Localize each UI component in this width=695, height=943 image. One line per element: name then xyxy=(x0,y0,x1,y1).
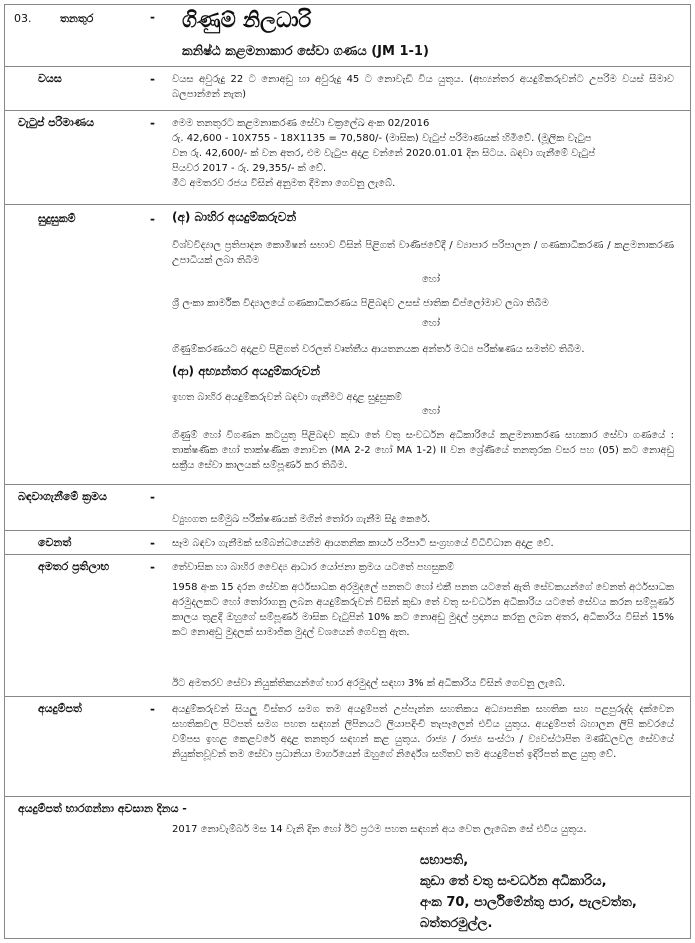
divider xyxy=(5,484,690,485)
separator-dash: - xyxy=(150,212,155,226)
application-label: අයදුම්පත් xyxy=(38,702,82,715)
divider xyxy=(5,796,690,797)
salary-line: වන රු. 42,600/- ක් වන අතර, එම වැටුප අදාළ වන්නේ 2020.01.01 දින සිටය. බඳවා ගැනීමේ වැටුප් xyxy=(172,148,596,159)
salary-label: වැටුප් පරිමාණය xyxy=(18,116,95,129)
divider xyxy=(5,66,690,67)
or-text: හෝ xyxy=(422,318,440,329)
section-number: 03. xyxy=(14,12,32,25)
separator-dash: - xyxy=(150,536,155,550)
benefits-text-2: 1958 අංක 15 දරන සේවක අර්ථසාධක අරමුදලේ පනතට හෝ එකී පනත යටතේ ඇති සේවකයන්ගේ වෙනත් අර්ථසාධක අරමුදලකට හෝ තෝරාගනු ලබන අයදුම්කරුවන් විසින් කුඩා තේ වතු සංවර්ධන අධිකාරිය යටතේ සේවය කරන සම්පූර්ණ කාලය තුළදී ඔහුගේ සම්පූර්ණ මාසික වැටුපින් 10% කට නොඅඩු මුදල් ප්‍රදානය කරනු ලබන අතර, අධිකාරිය විසින් 15% කට නොඅඩු මුදලක් සාමාජික මුදල් වශයෙන් ගෙවනු ඇත. xyxy=(172,582,674,638)
internal-qualification-1: ඉහත බාහිර අයදුම්කරුවන් බඳවා ගැනීමට අදාළ සුදුසුකම් xyxy=(172,392,402,403)
salary-line: රු. 42,600 - 10X755 - 18X1135 = 70,580/- (මාසික) වැටුප් පරිමාණයක් හිමිවේ. (මූලික වැටුප xyxy=(172,133,592,144)
separator-dash: - xyxy=(150,702,155,716)
or-text: හෝ xyxy=(422,406,440,417)
separator-dash: - xyxy=(150,560,155,574)
closing-date-label: අයදුම්පත් භාරගන්නා අවසාන දිනය - xyxy=(18,802,187,815)
recruitment-text: ව්‍යුහගත සම්මුඛ පරීක්ෂණයක් මගින් තෝරා ගැනීම සිදු කෙරේ. xyxy=(172,514,431,525)
divider xyxy=(5,530,690,531)
signature-organization: කුඩා තේ වතු සංවර්ධන අධිකාරිය, xyxy=(420,874,607,889)
signature-block xyxy=(420,850,637,934)
benefits-text-3: ඊට අමතරව සේවා නියුක්තිකයන්ගේ භාර අරමුදල් සඳහා 3% ක් අධිකාරිය විසින් ගෙවනු ලැබේ. xyxy=(172,678,566,689)
benefits-text-1: තේවාසික හා බාහිර වෛද්‍ය ආධාර යෝජනා ක්‍රමය යටතේ පහසුකම් xyxy=(172,562,454,573)
divider xyxy=(5,110,690,111)
divider xyxy=(5,696,690,697)
application-text: අයදුම්කරුවන් සියලු විස්තර සමග තම අයදුම්පත් උප්පැන්න සහතිකය අධ්‍යාපනික සහතික සහ පළපුරුද්ද දක්වෙන සහතිකවල පිටපත් සමග පහත සඳහන් ලිපිනයට ලියාපදිංචි තැපෑලෙන් එවිය යුතුය. අයදුම්පත් බහාලන ලිපි කවරයේ වම්පස ඉහළ කෙළවරේ අදාළ තනතුර සඳහන් කළ යුතුය. රාජ්‍ය / රාජ්‍ය සංස්ථා / ව්‍යවස්ථාපිත මණ්ඩලවල සේවයේ නියුක්තවූවන් තම සේවා ප්‍රධානියා මාර්ගයෙන් ඔහුගේ නිර්දේශ සහිතව තම අයදුම්පත් ඉදිරිපත් කළ යුතු වේ. xyxy=(172,704,674,760)
salary-line: මීට අමතරව රජය විසින් අනුමත දීමනා ගෙවනු ලැබේ. xyxy=(172,178,396,189)
divider xyxy=(5,554,690,555)
age-label: වයස xyxy=(38,72,62,85)
signature-address: අංක 70, පාර්ලිමේන්තු පාර, පැලවත්ත, xyxy=(420,895,637,910)
salary-line: මෙම තනතුරට කළමනාකරණ සේවා චක්‍රලේඛ අංක 02/2016 xyxy=(172,118,430,129)
internal-applicants-heading: (ආ) අභ්‍යන්තර අයදුම්කරුවන් xyxy=(172,364,321,378)
signature-city: බත්තරමුල්ල. xyxy=(420,916,493,931)
benefits-label: අමතර ප්‍රතිලාභ xyxy=(38,560,110,573)
position-title: ගිණුම් නිලධාරි xyxy=(182,8,312,32)
closing-date-text: 2017 නොවැම්බර් මස 14 වැනි දින හෝ ඊට ප්‍රථම පහත සඳහන් අය වෙත ලැබෙන සේ එවිය යුතුය. xyxy=(172,824,587,835)
external-applicants-heading: (අ) බාහිර අයදුම්කරුවන් xyxy=(172,210,297,224)
separator-dash: - xyxy=(150,490,155,504)
age-text: වයස අවුරුදු 22 ට නොඅඩු හා අවුරුදු 45 ට නොවැඩි විය යුතුය. (අභ්‍යන්තර අයදුම්කරුවන්ට උපරිම වයස් සීමාව බලපාන්නේ නැත) xyxy=(172,74,674,100)
signature-title: සභාපති, xyxy=(420,853,469,868)
service-grade: කනිෂ්ඨ කළමනාකාර සේවා ගණය (JM 1-1) xyxy=(182,44,429,59)
external-qualification-3: ගිණුම්කරණයට අදාළව පිළිගත් වරලත් වෘත්තීය ආයතනයක අන්තර් මධ්‍ය පරීක්ෂණය සමත්ව තිබීම. xyxy=(172,344,585,355)
other-text: සෑම බඳවා ගැනීමක් සම්බන්ධයෙන්ම ආයතනික කාර්ය පරිපාටි සංග්‍රහයේ විධිවිධාන අදාළ වේ. xyxy=(172,538,554,549)
separator-dash: - xyxy=(150,10,155,24)
position-label: තනතුර xyxy=(60,12,94,25)
external-qualification-2: ශ්‍රී ලංකා කාර්මික විද්‍යාලයේ ගණකාධිකරණය පිළිබඳව උසස් ජාතික ඩිප්ලෝමාව ලබා තිබීම xyxy=(172,298,549,309)
external-qualification-1: විශ්වවිද්‍යාල ප්‍රතිපාදන කොමිෂන් සභාව විසින් පිළිගත් වාණිජවේදී / ව්‍යාපාර පරිපාලන / ගණකාධිකරණ / කළමනාකරණ උපාධියක් ලබා තිබීම xyxy=(172,240,674,266)
separator-dash: - xyxy=(150,72,155,86)
salary-line: පියවර 2017 - රු. 29,355/- ක් වේ. xyxy=(172,163,327,174)
other-label: වෙනත් xyxy=(38,536,72,549)
recruitment-label: බඳවාගැනීමේ ක්‍රමය xyxy=(18,490,107,503)
or-text: හෝ xyxy=(422,274,440,285)
separator-dash: - xyxy=(150,116,155,130)
divider xyxy=(5,204,690,205)
internal-qualification-2: ගිණුම් හෝ විගණන කටයුතු පිළිබඳව කුඩා තේ වතු සංවර්ධන අධිකාරියේ කළමනාකරණ සහකාර සේවා ගණයේ : තාක්ෂණික හෝ තාක්ෂණික නොවන (MA 2-2 හෝ MA 1-2) II වන ශ්‍රේණියේ තනතුරක වසර පහ (05) කට නොඅඩු සක්‍රීය සේවා කාලයක් සම්පූර්ණ කර තිබීම. xyxy=(172,430,674,471)
salary-text xyxy=(172,116,674,191)
qualifications-label: සුදුසුකම් xyxy=(38,212,76,225)
